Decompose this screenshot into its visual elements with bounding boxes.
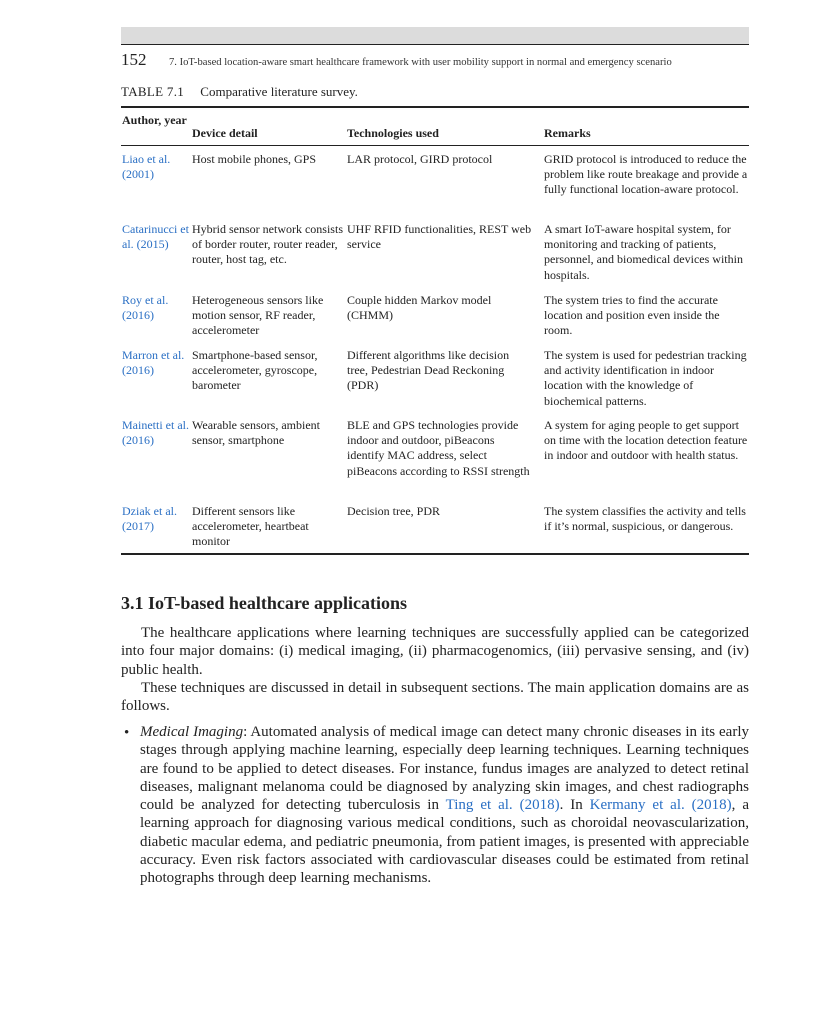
table-cell-device: Heterogeneous sensors like motion sensor, RF reader, accelerometer bbox=[192, 293, 324, 338]
table-cell-author[interactable]: Marron et al. (2016) bbox=[122, 348, 185, 378]
table-cell-device: Different sensors like accelerometer, heartbeat monitor bbox=[192, 504, 309, 549]
running-title: 7. IoT-based location-aware smart healthcare framework with user mobility support in normal and emergency scenario bbox=[169, 57, 672, 68]
table-cell-author[interactable]: Liao et al. (2001) bbox=[122, 152, 171, 182]
bullet-icon: • bbox=[124, 725, 130, 741]
table-cell-remarks: The system tries to find the accurate location and position even inside the room. bbox=[544, 293, 720, 338]
table-cell-tech: Different algorithms like decision tree, Pedestrian Dead Reckoning (PDR) bbox=[347, 348, 510, 393]
header-band bbox=[121, 27, 749, 44]
table-cell-author[interactable]: Roy et al. (2016) bbox=[122, 293, 169, 323]
table-cell-author[interactable]: Mainetti et al. (2016) bbox=[122, 418, 189, 448]
bullet-text: : Automated analysis of medical image can detect many chronic diseases in its early stages through applying machine learning, especially deep learning techniques. Learning techniques are found to be applied to detect diseases. For instance, fundus images are analyzed to detect retinal diseases, malignant melanoma could be diagnosed by analyzing skin images, and chest radiographs could be analyzed for detecting tuberculosis in bbox=[140, 724, 749, 814]
running-head bbox=[121, 50, 749, 70]
table-cell-remarks: GRID protocol is introduced to reduce the problem like route breakage and provide a fully functional location-aware protocol. bbox=[544, 152, 748, 197]
section-heading: 3.1 IoT-based healthcare applications bbox=[121, 593, 408, 613]
page-number: 152 bbox=[121, 50, 147, 69]
table-caption bbox=[121, 84, 358, 100]
header-rule bbox=[121, 44, 749, 45]
body-paragraph: These techniques are discussed in detail in subsequent sections. The main application domains are as follows. bbox=[121, 680, 749, 715]
table-cell-remarks: The system classifies the activity and tells if it’s normal, suspicious, or dangerous. bbox=[544, 504, 746, 534]
column-header-device: Device detail bbox=[192, 126, 258, 140]
table-cell-tech: Decision tree, PDR bbox=[347, 504, 440, 518]
table-cell-remarks: A smart IoT-aware hospital system, for monitoring and tracking of patients, personnel, and biomedical devices within hospitals. bbox=[544, 222, 743, 282]
table-cell-device: Hybrid sensor network consists of border router, router reader, router, host tag, etc. bbox=[192, 222, 343, 267]
citation-link[interactable]: Ting et al. (2018) bbox=[445, 797, 560, 814]
table-cell-tech: BLE and GPS technologies provide indoor and outdoor, piBeacons identify MAC address, select piBeacons according to RSSI strength bbox=[347, 418, 530, 478]
table-cell-remarks: A system for aging people to get support on time with the location detection feature in indoor and outdoor with health status. bbox=[544, 418, 748, 463]
table-cell-remarks: The system is used for pedestrian tracking and activity identification in indoor location with the knowledge of biochemical patterns. bbox=[544, 348, 747, 408]
table-cell-tech: UHF RFID functionalities, REST web service bbox=[347, 222, 532, 252]
table-title: Comparative literature survey. bbox=[200, 84, 358, 99]
citation-link[interactable]: Kermany et al. (2018) bbox=[589, 797, 732, 814]
table-top-rule bbox=[121, 106, 749, 108]
table-cell-tech: Couple hidden Markov model (CHMM) bbox=[347, 293, 492, 323]
table-bottom-rule bbox=[121, 553, 749, 555]
bullet-item bbox=[140, 723, 749, 888]
bullet-text: , a learning approach for diagnosing various medical conditions, such as choroidal neovascularization, diabetic macular edema, and pediatric pneumonia, from patient images, is presented with appreciable accuracy. Even risk factors associated with cardiovascular diseases could be estimated from retinal photographs through deep learning mechanisms. bbox=[140, 797, 749, 887]
body-paragraph: The healthcare applications where learning techniques are successfully applied can be categorized into four major domains: (i) medical imaging, (ii) pharmacogenomics, (iii) pervasive sensing, and (iv) public health. bbox=[121, 625, 749, 678]
bullet-term: Medical Imaging bbox=[140, 724, 244, 740]
table-cell-author[interactable]: Catarinucci et al. (2015) bbox=[122, 222, 189, 252]
table-label: TABLE 7.1 bbox=[121, 84, 185, 99]
table-cell-device: Smartphone-based sensor, accelerometer, gyroscope, barometer bbox=[192, 348, 318, 393]
column-header-remarks: Remarks bbox=[544, 126, 591, 140]
table-cell-device: Host mobile phones, GPS bbox=[192, 152, 317, 166]
column-header-tech: Technologies used bbox=[347, 126, 439, 140]
table-cell-device: Wearable sensors, ambient sensor, smartphone bbox=[192, 418, 320, 448]
table-cell-author[interactable]: Dziak et al. (2017) bbox=[122, 504, 177, 534]
table-cell-tech: LAR protocol, GIRD protocol bbox=[347, 152, 493, 166]
column-header-author: Author, year bbox=[122, 113, 187, 127]
bullet-text: . In bbox=[559, 797, 590, 814]
table-header-rule bbox=[121, 145, 749, 146]
